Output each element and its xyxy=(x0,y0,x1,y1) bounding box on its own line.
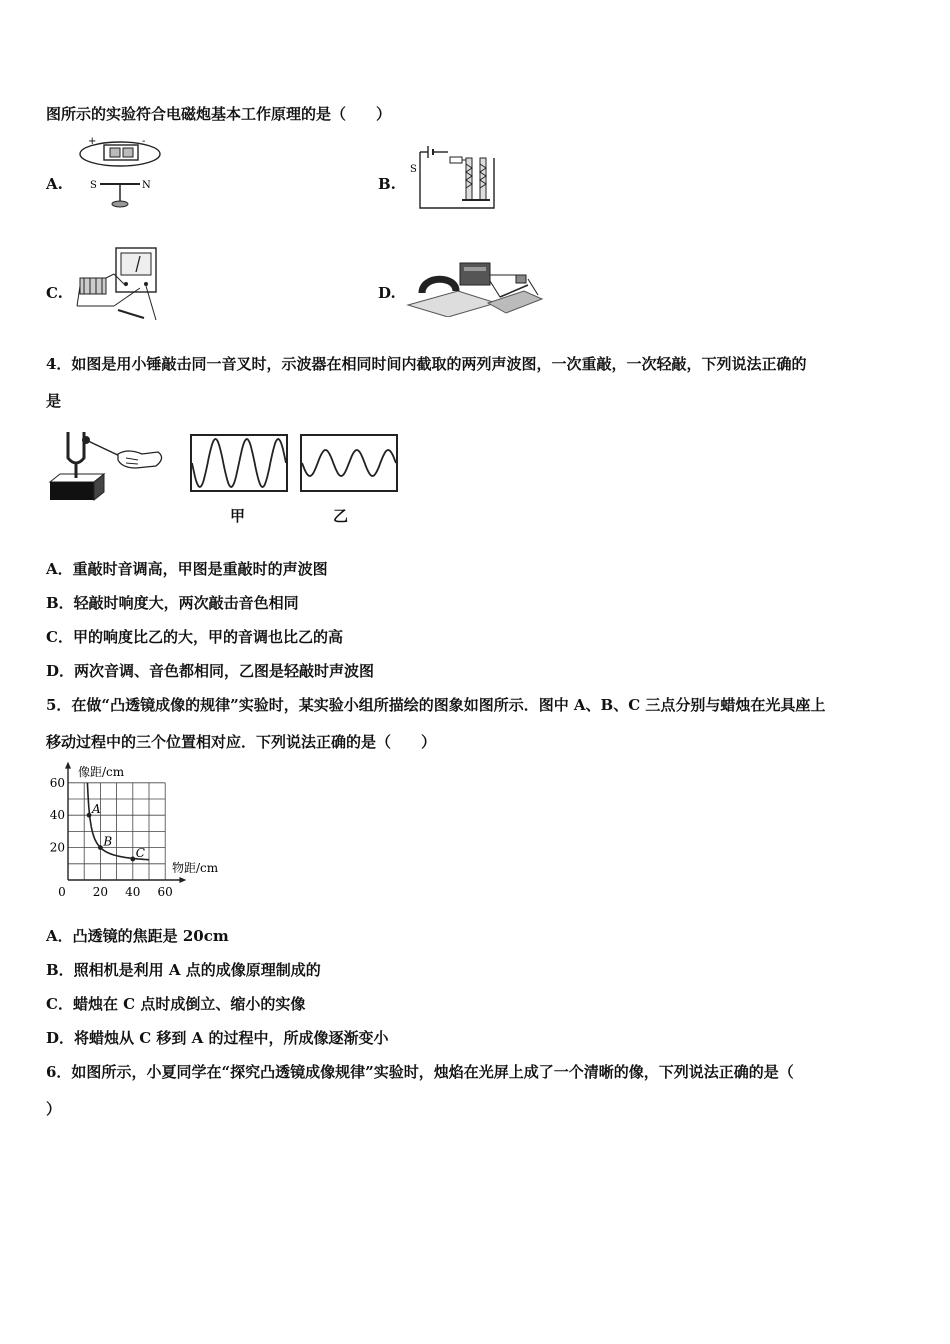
point-a xyxy=(87,813,92,818)
point-label-c: C xyxy=(135,845,145,860)
q3-figure-b xyxy=(406,138,501,212)
y-tick-40: 40 xyxy=(49,808,65,823)
point-b xyxy=(98,845,103,850)
q6-stem-line1: 6．如图所示，小夏同学在“探究凸透镜成像规律”实验时，烛焰在光屏上成了一个清晰的像，下列说法正确的是（ xyxy=(46,1063,794,1081)
q3-figure-c xyxy=(74,244,164,324)
q5-stem-line1: 5．在做“凸透镜成像的规律”实验时，某实验小组所描绘的图象如图所示．图中 A、B、C 三点分别与蜡烛在光具座上 xyxy=(46,696,826,714)
q3-option-c-label[interactable]: C. xyxy=(46,284,63,302)
x-axis-arrow xyxy=(179,877,186,883)
chart-grid xyxy=(68,783,165,880)
q5-option-a[interactable]: A．凸透镜的焦距是 20cm xyxy=(46,927,229,945)
fig-a-s: S xyxy=(90,180,97,191)
q5-option-b[interactable]: B．照相机是利用 A 点的成像原理制成的 xyxy=(46,961,321,979)
q4-stem-line1: 4．如图是用小锤敲击同一音叉时，示波器在相同时间内截取的两列声波图，一次重敲，一次轻敲，下列说法正确的 xyxy=(46,355,807,373)
x-tick-40: 40 xyxy=(125,885,141,898)
q3-option-a-label[interactable]: A. xyxy=(46,175,63,193)
fig-a-plus: + xyxy=(88,136,97,147)
chart-x-label: 物距/cm xyxy=(172,861,219,875)
point-label-a: A xyxy=(92,802,101,817)
q4-stem-line2: 是 xyxy=(46,392,62,410)
q4-option-a[interactable]: A．重敲时音调高，甲图是重敲时的声波图 xyxy=(46,560,328,578)
q5-option-d[interactable]: D．将蜡烛从 C 移到 A 的过程中，所成像逐渐变小 xyxy=(46,1029,389,1047)
q3-option-d-label[interactable]: D. xyxy=(378,284,396,302)
q4-option-b[interactable]: B．轻敲时响度大，两次敲击音色相同 xyxy=(46,594,299,612)
y-tick-20: 20 xyxy=(49,840,65,855)
q3-figure-a xyxy=(74,136,174,212)
fig-a-n: N xyxy=(142,180,151,191)
q4-option-d[interactable]: D．两次音调、音色都相同，乙图是轻敲时声波图 xyxy=(46,662,375,680)
point-c xyxy=(130,857,135,862)
x-tick-60: 60 xyxy=(157,885,173,898)
q5-stem-line2: 移动过程中的三个位置相对应．下列说法正确的是（ ） xyxy=(46,733,437,751)
wave-jia-scope xyxy=(190,434,290,494)
y-axis-arrow xyxy=(65,762,71,769)
q3-stem: 图所示的实验符合电磁炮基本工作原理的是（ ） xyxy=(46,105,392,123)
x-tick-0: 0 xyxy=(58,885,66,898)
q4-tuning-fork-figure xyxy=(46,428,170,504)
x-tick-20: 20 xyxy=(92,885,109,898)
q3-figure-d xyxy=(404,255,544,317)
wave-label-jia: 甲 xyxy=(230,507,246,525)
q5-option-c[interactable]: C．蜡烛在 C 点时成倒立、缩小的实像 xyxy=(46,995,306,1013)
q3-option-b-label[interactable]: B. xyxy=(378,175,396,193)
q4-option-c[interactable]: C．甲的响度比乙的大，甲的音调也比乙的高 xyxy=(46,628,343,646)
wave-yi-scope xyxy=(300,434,400,494)
q6-stem-line2: ） xyxy=(46,1100,62,1118)
point-label-b: B xyxy=(103,834,113,849)
lens-image-chart xyxy=(46,760,236,898)
fig-a-minus: - xyxy=(142,136,146,147)
fig-b-s: S xyxy=(410,164,417,175)
chart-y-label: 像距/cm xyxy=(78,765,125,779)
wave-label-yi: 乙 xyxy=(333,507,349,525)
y-tick-60: 60 xyxy=(49,775,65,790)
